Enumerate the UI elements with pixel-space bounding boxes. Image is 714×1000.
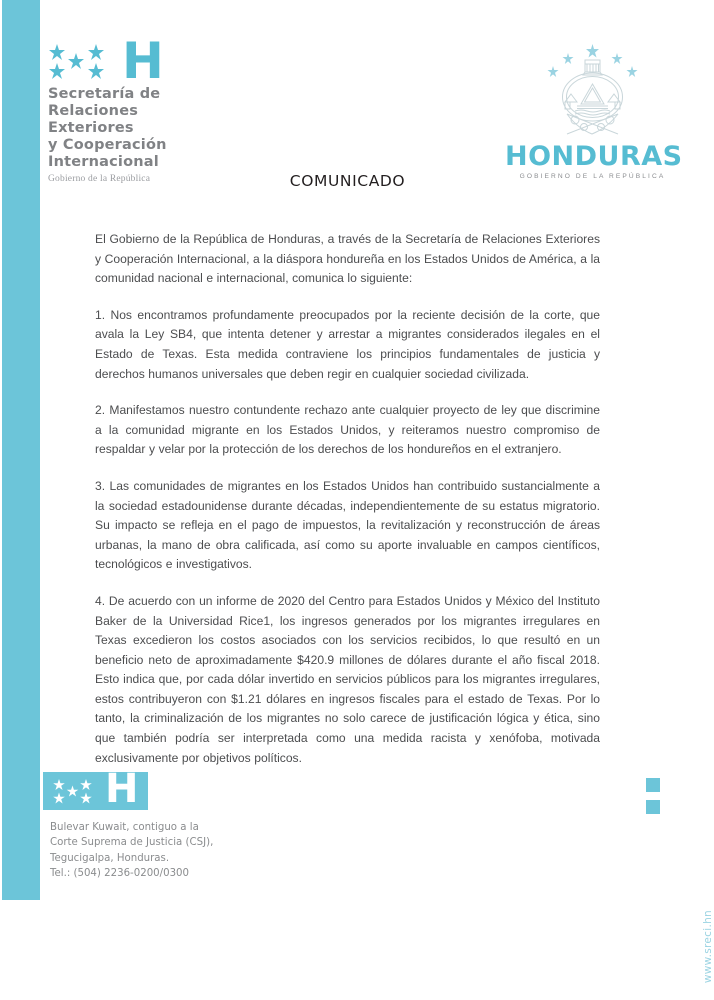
document-body	[95, 230, 600, 785]
secretaria-logo	[48, 32, 228, 184]
phone-line: Tel.: (504) 2236-0200/0300	[50, 867, 190, 879]
secretaria-h-letter: H	[122, 32, 162, 90]
page-title: COMUNICADO	[289, 172, 406, 190]
secretaria-name-line: Secretaría de	[48, 86, 161, 102]
decorative-square-bottom	[646, 800, 660, 814]
paragraph-3: 3. Las comunidades de migrantes en los Estados Unidos han contribuido sustancialmente a la sociedad estadounidense durante décadas, independientemente de su estatus migratorio. Su impacto se refleja en el pago de impuestos, la revitalización y reconstrucción de áreas urbanas, la mano de obra calificada, así como su aporte invaluable en campos científicos, tecnológicos e investigativos.	[95, 478, 600, 572]
honduras-coat-of-arms-icon	[505, 42, 680, 138]
left-accent-bar	[2, 0, 40, 900]
honduras-wordmark: HONDURAS	[505, 141, 683, 172]
address-line: Corte Suprema de Justicia (CSJ),	[50, 837, 214, 849]
address-line: Tegucigalpa, Honduras.	[50, 852, 170, 864]
secretaria-name-line: Relaciones	[48, 103, 139, 119]
paragraph-1: 1. Nos encontramos profundamente preocupados por la reciente decisión de la corte, que avala la Ley SB4, que intenta detener y arrestar a migrantes considerados ilegales en el Estado de Texas. Esta medida contraviene los principios fundamentales de justicia y derechos humanos universales que deben regir en cualquier sociedad civilizada.	[95, 307, 600, 381]
footer-logomark	[43, 766, 148, 812]
secretaria-subtitle: Gobierno de la República	[48, 174, 151, 184]
secretaria-name	[48, 86, 228, 171]
decorative-square-top	[646, 778, 660, 792]
address-line: Bulevar Kuwait, contiguo a la	[50, 822, 199, 833]
honduras-subtitle: GOBIERNO DE LA REPÚBLICA	[519, 173, 666, 180]
footer-address	[50, 820, 350, 881]
secretaria-logomark	[48, 32, 178, 90]
five-stars-icon	[53, 779, 105, 804]
secretaria-name-line: Exteriores	[48, 120, 134, 136]
website-url[interactable]: www.sreci.hn	[702, 910, 714, 984]
secretaria-name-line: y Cooperación	[48, 137, 167, 153]
paragraph-2: 2. Manifestamos nuestro contundente rechazo ante cualquier proyecto de ley que discrimine a la comunidad migrante en los Estados Unidos, y reiteramos nuestro compromiso de respaldar y velar por la protección de los derechos de los hondureños en el extranjero.	[95, 403, 600, 457]
five-stars-icon	[48, 43, 124, 81]
honduras-logo	[505, 42, 683, 180]
footer-h-letter: H	[105, 766, 137, 812]
paragraph-intro: El Gobierno de la República de Honduras, a través de la Secretaría de Relaciones Exteriores y Cooperación Internacional, a la diáspora hondureña en los Estados Unidos de América, a la comunidad nacional e internacional, comunica lo siguiente:	[95, 232, 600, 286]
secretaria-name-line: Internacional	[48, 154, 159, 170]
paragraph-4: 4. De acuerdo con un informe de 2020 del Centro para Estados Unidos y México del Instituto Baker de la Universidad Rice1, los ingresos generados por los migrantes irregulares en Texas excedieron los costos asociados con los servicios recibidos, lo que resultó en un beneficio neto de aproximadamente $420.9 millones de dólares durante el año fiscal 2018. Esto indica que, por cada dólar invertido en servicios públicos para los migrantes irregulares, estos contribuyeron con $1.21 dólares en ingresos fiscales para el estado de Texas. Por lo tanto, la criminalización de los migrantes no solo carece de justificación lógica y ética, sino que también podría ser interpretada como una medida racista y xenófoba, motivada exclusivamente por objetivos políticos.	[95, 593, 600, 765]
